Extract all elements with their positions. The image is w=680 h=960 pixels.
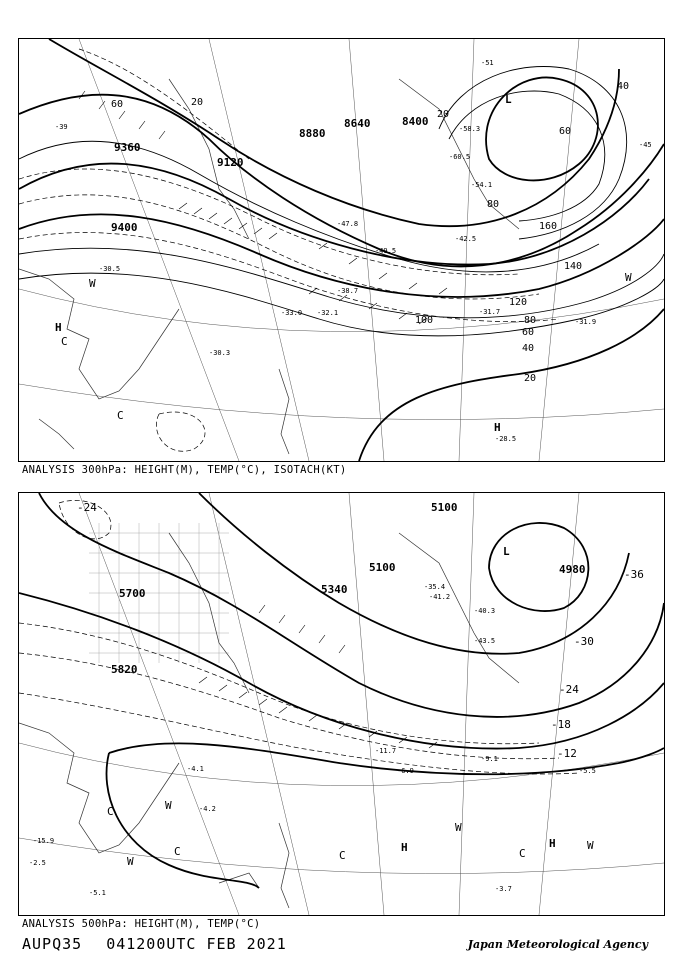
footer-chart-info xyxy=(22,935,311,953)
chart-id: AUPQ35 xyxy=(22,935,83,953)
temp-label: -47.8 xyxy=(337,220,359,228)
isotach-label: 20 xyxy=(191,97,204,108)
isotach-label: 80 xyxy=(524,315,537,326)
warm-center-label: W xyxy=(89,277,96,290)
height-label: 5700 xyxy=(119,587,146,600)
cold-center-label: C xyxy=(117,409,124,422)
temp-label: -38.7 xyxy=(337,287,359,295)
isotach-label: 20 xyxy=(437,109,450,120)
isotherm-label: -24 xyxy=(77,501,97,514)
temp-label: -35.4 xyxy=(424,583,446,591)
cold-center-label: C xyxy=(174,845,181,858)
temp-label: -28.5 xyxy=(495,435,517,443)
temp-label: -31.9 xyxy=(575,318,597,326)
isotach-label: 120 xyxy=(509,297,528,308)
temp-label: -9.1 xyxy=(481,755,498,763)
chart-300hpa xyxy=(18,38,665,462)
temp-label: -39 xyxy=(55,123,68,131)
height-label: 5100 xyxy=(369,561,396,574)
valid-time: 041200UTC FEB 2021 xyxy=(106,935,287,953)
station-barbs xyxy=(199,605,437,748)
temp-label: -41.2 xyxy=(429,593,451,601)
temp-label: -58.3 xyxy=(459,125,481,133)
warm-center-label: W xyxy=(587,839,594,852)
isotach-label: 80 xyxy=(487,199,500,210)
high-center-label: H xyxy=(549,837,556,850)
height-label: 5340 xyxy=(321,583,348,596)
warm-center-label: W xyxy=(455,821,462,834)
temp-label: -6.9 xyxy=(397,767,414,775)
temp-label: -15.9 xyxy=(33,837,55,845)
temp-label: -43.5 xyxy=(474,637,496,645)
isotherm-label: -24 xyxy=(559,683,579,696)
temp-label: -40.3 xyxy=(474,607,496,615)
temp-label: -2.5 xyxy=(29,859,46,867)
temp-label: -33.0 xyxy=(281,309,303,317)
temp-label: -32.1 xyxy=(317,309,339,317)
isotherm-label: -30 xyxy=(574,635,594,648)
cold-center-label: C xyxy=(61,335,68,348)
isotach-label: 40 xyxy=(522,343,535,354)
temp-label: -54.1 xyxy=(471,181,493,189)
high-center-label: H xyxy=(401,841,408,854)
temp-label: -51 xyxy=(481,59,494,67)
isotherm-label: -12 xyxy=(557,747,577,760)
isotach-label: 40 xyxy=(617,81,630,92)
temp-label: -30.3 xyxy=(209,349,231,357)
isotherms xyxy=(19,49,559,451)
temp-label: -5.1 xyxy=(89,889,106,897)
height-label: 5820 xyxy=(111,663,138,676)
temp-label: -49.5 xyxy=(375,247,397,255)
isotherm-label: -36 xyxy=(624,568,644,581)
temp-label: -60.5 xyxy=(449,153,471,161)
chart-500hpa xyxy=(18,492,665,916)
height-label: 9120 xyxy=(217,156,244,169)
isotach-label: 140 xyxy=(564,261,583,272)
caption-300hpa: ANALYSIS 300hPa: HEIGHT(M), TEMP(°C), ISOTACH(KT) xyxy=(22,464,347,476)
temp-label: -11.7 xyxy=(375,747,397,755)
stipple-area xyxy=(89,523,229,663)
isotach-label: 60 xyxy=(522,327,535,338)
isotach-label: 60 xyxy=(111,99,124,110)
agency-credit: Japan Meteorological Agency xyxy=(467,938,648,951)
isotach-label: 160 xyxy=(539,221,558,232)
height-label: 4980 xyxy=(559,563,586,576)
temp-label: -3.7 xyxy=(495,885,512,893)
temp-label: -45 xyxy=(639,141,652,149)
low-center-label: L xyxy=(505,93,512,106)
warm-center-label: W xyxy=(165,799,172,812)
low-center-label: L xyxy=(503,545,510,558)
cold-center-label: C xyxy=(107,805,114,818)
temp-label: -30.5 xyxy=(99,265,121,273)
caption-500hpa: ANALYSIS 500hPa: HEIGHT(M), TEMP(°C) xyxy=(22,918,261,930)
temp-label: -31.7 xyxy=(479,308,501,316)
warm-center-label: W xyxy=(625,271,632,284)
isotach-label: 20 xyxy=(524,373,537,384)
height-label: 8880 xyxy=(299,127,326,140)
height-label: 8400 xyxy=(402,115,429,128)
temp-label: -4.2 xyxy=(199,805,216,813)
high-center-label: H xyxy=(55,321,62,334)
height-label: 9360 xyxy=(114,141,141,154)
height-label: 5100 xyxy=(431,501,458,514)
cold-center-label: C xyxy=(339,849,346,862)
isotach-label: 60 xyxy=(559,126,572,137)
temp-label: -42.5 xyxy=(455,235,477,243)
warm-center-label: W xyxy=(127,855,134,868)
height-label: 9400 xyxy=(111,221,138,234)
temp-label: -5.5 xyxy=(579,767,596,775)
isotherm-label: -18 xyxy=(551,718,571,731)
cold-center-label: C xyxy=(519,847,526,860)
isotach-label: 100 xyxy=(415,315,434,326)
high-center-label: H xyxy=(494,421,501,434)
temp-label: -4.1 xyxy=(187,765,204,773)
height-label: 8640 xyxy=(344,117,371,130)
